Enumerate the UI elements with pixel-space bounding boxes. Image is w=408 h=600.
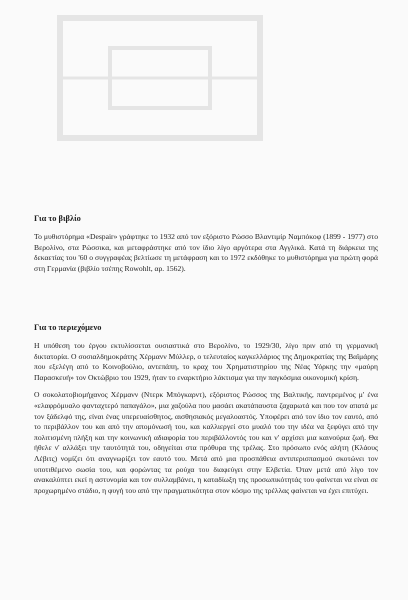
faded-background-graphic — [20, 8, 320, 148]
about-content-heading: Για το περιεχόμενο — [34, 323, 102, 332]
content-paragraph-1: Η υπόθεση του έργου εκτυλίσσεται ουσιαστικά στο Βερολίνο, το 1929/30, λίγο πριν από τη γερμανική δικτατορία. Ο σοσιαλδημοκράτης Χέρμανν Μύλλερ, ο τελευταίος καγκελλάριος της Δημοκρατίας της Βαϊμάρης που εξελέγη από το Κοινοβούλιο, αντεπάπη, το κραχ του Χρηματιστηρίου της Νέας Υόρκης την «μαύρη Παρασκευή» τον Οκτώβριο του 1929, ήταν το εναρκτήριο λάκτισμα για την παγκόσμια οικονομική κρίση. — [34, 341, 378, 382]
about-book-paragraph: Το μυθιστόρημα «Despair» γράφτηκε το 1932 από τον εξόριστο Ρώσσο Βλαντιμίρ Ναμπόκοφ (1899 - 1977) στο Βερολίνο, στα Ρώσσικα, και μεταφράστηκε από τον ίδιο λίγο αργότερα στα Αγγλικά. Κατά τη διάρκεια της δεκαετίας του '60 ο συγγραφέας βελτίωσε τη μετάφραση και το 1972 εκδόθηκε το μυθιστόρημα για πρώτη φορά στη Γερμανία (βιβλίο τσέπης Rowohlt, αρ. 1562). — [34, 232, 378, 273]
content-paragraph-2: Ο σοκολατοβιομήχανος Χέρμανν (Ντερκ Μπόγκαρντ), εξόριστος Ρώσσος της Βαλτικής, παντρεμένος μ' ένα «ελαφρόμυαλο φανταχτερό παπαγάλο», μια χαζούλα που μασάει ακατάπαυστα ζαχαρωτά και που τον απατά με τον ξάδελφό της, είναι ένας υπερευαίσθητος, αισθησιακός μεγαλοαστός. Υποφέρει από τον ίδιο τον εαυτό, από το περιβάλλον του και από την απομόνωσή του, και καλλιεργεί στο μυαλό του την ιδέα να ξεφύγει από την πολιτισμένη πλήξη και την κοινωνική αδιαφορία του περιβάλλοντός του και ν' αρχίσει μια καινούρια ζωή. Θα ήθελε ν' αλλάξει την ταυτότητά του, οδηγείται στα πρόθυρα της τρέλας. Στο πρόσωπο ενός αλήτη (Κλάους Λέβιτς) νομίζει ότι αναγνωρίζει τον εαυτό του. Μετά από μια προσπάθεια αντιπερισπασμού σκοτώνει τον υποτιθέμενο σωσία του, και φορώντας τα ρούχα του διαφεύγει στην Ελβετία. Όταν μετά από λίγο τον ανακαλύπτει εκεί η αστυνομία και τον συλλαμβάνει, η καταδίωξη της προσωπικότητάς του φαίνεται να είναι σε προχωρημένο στάδιο, η φυγή του από την πραγματικότητα στον κόσμο της τρέλλας φαίνεται να έχει επιτύχει. — [34, 390, 378, 495]
about-book-section — [34, 214, 378, 281]
about-book-heading: Για το βιβλίο — [34, 214, 81, 223]
about-content-section — [34, 323, 378, 503]
